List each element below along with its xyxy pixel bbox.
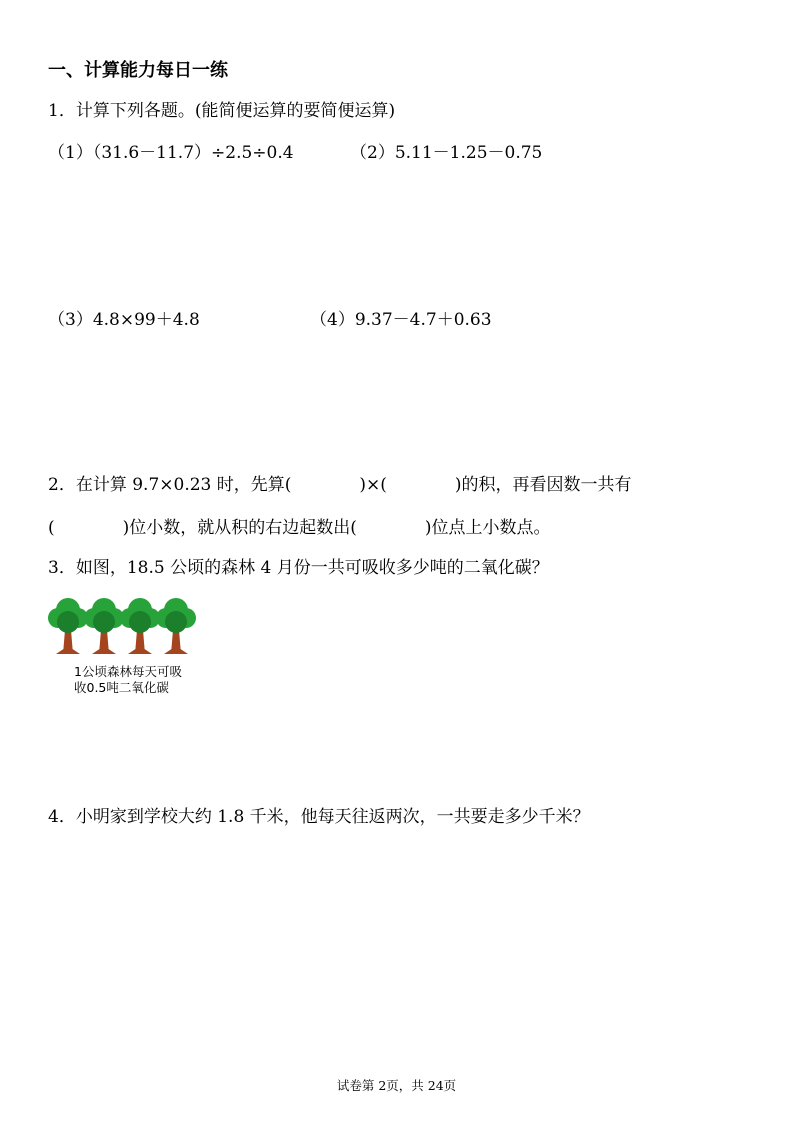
forest-caption-line-1: 1公顷森林每天可吸	[74, 664, 182, 679]
question-4-stem: 4．小明家到学校大约 1.8 千米，他每天往返两次，一共要走多少千米？	[48, 807, 590, 827]
question-2-line-1: 2．在计算 9.7×0.23 时，先算( )×( )的积，再看因数一共有	[48, 475, 632, 495]
question-1-part-1: （1）（31.6－11.7）÷2.5÷0.4	[48, 143, 294, 163]
tree-icon	[84, 598, 124, 654]
question-3-stem: 3．如图，18.5 公顷的森林 4 月份一共可吸收多少吨的二氧化碳？	[48, 558, 549, 578]
section-title: 一、计算能力每日一练	[48, 60, 228, 81]
question-1-part-2: （2）5.11－1.25－0.75	[350, 143, 543, 163]
tree-icon	[120, 598, 160, 654]
question-1-part-3: （3）4.8×99＋4.8	[48, 310, 200, 330]
question-2-line-2: ( )位小数，就从积的右边起数出( )位点上小数点。	[48, 518, 551, 538]
question-1-part-4: （4）9.37－4.7＋0.63	[310, 310, 492, 330]
forest-illustration	[48, 596, 208, 658]
tree-icon	[48, 598, 88, 654]
forest-caption-line-2: 收0.5吨二氧化碳	[74, 680, 169, 695]
tree-icon	[156, 598, 196, 654]
forest-trees	[48, 596, 208, 658]
question-1-stem: 1．计算下列各题。(能简便运算的要简便运算)	[48, 101, 396, 121]
page-footer: 试卷第 2页，共 24页	[336, 1078, 457, 1093]
